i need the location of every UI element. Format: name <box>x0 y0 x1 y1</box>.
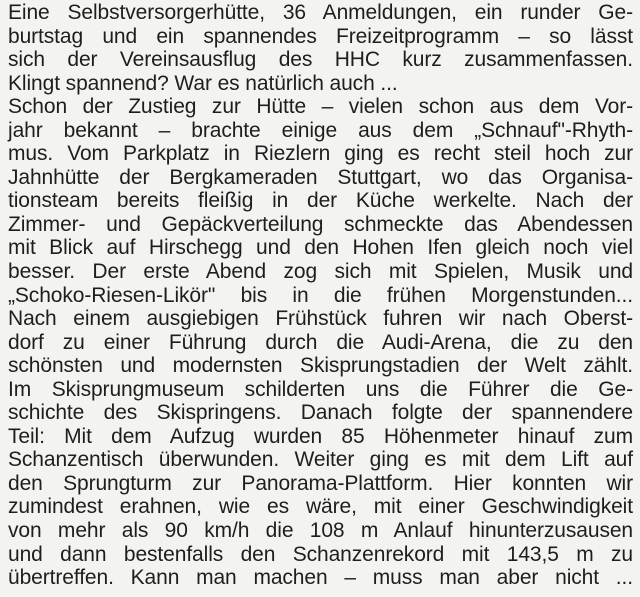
text-line: und dann bestenfalls den Schanzenrekord mit 143,5 m zu <box>8 542 633 566</box>
text-line: Klingt spannend? War es natürlich auch ... <box>8 71 398 95</box>
text-line: jahr bekannt – brachte einige aus dem „Schnauf"-Rhyth- <box>8 118 633 142</box>
text-line: „Schoko-Riesen-Likör" bis in die frühen Morgenstunden... <box>8 283 633 307</box>
text-line: schönsten und modernsten Skisprungstadien der Welt zählt. <box>8 354 633 378</box>
text-line: Teil: Mit dem Aufzug wurden 85 Höhenmeter hinauf zum <box>8 424 633 448</box>
text-line: mit Blick auf Hirschegg und den Hohen Ifen gleich noch viel <box>8 236 633 260</box>
text-line: schichte des Skispringens. Danach folgte der spannendere <box>8 401 633 425</box>
text-line: sich der Vereinsausflug des HHC kurz zusammenfassen. <box>8 48 633 72</box>
text-line: burtstag und ein spannendes Freizeitprogramm – so lässt <box>8 24 633 48</box>
text-line: dorf zu einer Führung durch die Audi-Arena, die zu den <box>8 330 633 354</box>
text-line: zumindest erahnen, wie es wäre, mit einer Geschwindigkeit <box>8 495 633 519</box>
article-text <box>8 1 633 590</box>
text-line: besser. Der erste Abend zog sich mit Spielen, Musik und <box>8 260 633 284</box>
text-line: übertreffen. Kann man machen – muss man aber nicht ... <box>8 566 633 590</box>
text-line: mus. Vom Parkplatz in Riezlern ging es recht steil hoch zur <box>8 142 633 166</box>
text-line: Jahnhütte der Bergkameraden Stuttgart, wo das Organisa- <box>8 165 633 189</box>
text-line: von mehr als 90 km/h die 108 m Anlauf hinunterzusausen <box>8 519 633 543</box>
text-line: den Sprungturm zur Panorama-Plattform. Hier konnten wir <box>8 471 633 495</box>
text-line: tionsteam bereits fleißig in der Küche werkelte. Nach der <box>8 189 633 213</box>
text-line: Nach einem ausgiebigen Frühstück fuhren wir nach Oberst- <box>8 307 633 331</box>
text-line: Eine Selbstversorgerhütte, 36 Anmeldungen, ein runder Ge- <box>8 1 633 24</box>
text-line: Zimmer- und Gepäckverteilung schmeckte das Abendessen <box>8 212 633 236</box>
text-line: Im Skisprungmuseum schilderten uns die Führer die Ge- <box>8 377 633 401</box>
text-line: Schon der Zustieg zur Hütte – vielen schon aus dem Vor- <box>8 95 633 119</box>
text-line: Schanzentisch überwunden. Weiter ging es mit dem Lift auf <box>8 448 633 472</box>
